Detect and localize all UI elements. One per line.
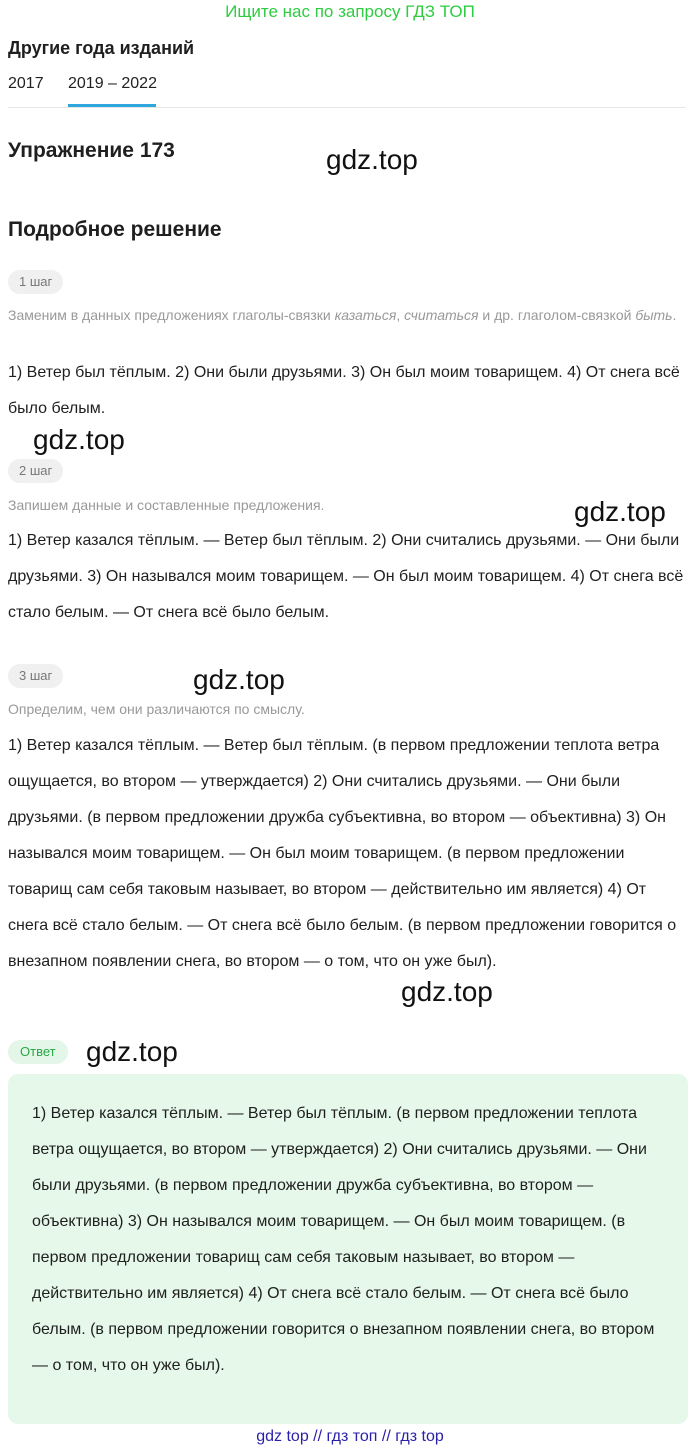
answer-text: 1) Ветер казался тёплым. — Ветер был тёплым. (в первом предложении теплота ветра ощущается, во втором — утверждается) 2) Они считались друзьями. — Они были друзьями. (в первом предложении дружба субъективна, во втором — объективна) 3) Он назывался моим товарищем. — Он был моим товарищем. (в первом предложении товарищ сам себя таковым называет, во втором — действительно им является) 4) От снега всё стало белым. — От снега всё было белым. (в первом предложении говорится о внезапном появлении снега, во втором — о том, что он уже был). xyxy=(32,1105,655,1374)
search-banner: Ищите нас по запросу ГДЗ ТОП xyxy=(225,2,475,21)
footer-link[interactable]: гдз top xyxy=(395,1428,444,1445)
editions-title: Другие года изданий xyxy=(8,38,195,58)
tab-2017[interactable]: 2017 xyxy=(8,75,44,92)
watermark: gdz.top xyxy=(401,976,493,1007)
footer-separator: // xyxy=(381,1428,391,1445)
step-badge: 1 шаг xyxy=(8,270,63,294)
step-badge: 2 шаг xyxy=(8,459,63,483)
step-badge: 3 шаг xyxy=(8,664,63,688)
step-text: 1) Ветер был тёплым. 2) Они были друзьями. 3) Он был моим товарищем. 4) От снега всё было белым. xyxy=(8,364,680,417)
footer-link[interactable]: gdz top xyxy=(256,1428,309,1445)
footer-links xyxy=(0,1426,700,1448)
step-text: 1) Ветер казался тёплым. — Ветер был тёплым. (в первом предложении теплота ветра ощущается, во втором — утверждается) 2) Они считались друзьями. — Они были друзьями. (в первом предложении дружба субъективна, во втором — объективна) 3) Он назывался моим товарищем. — Он был моим товарищем. (в первом предложении товарищ сам себя таковым называет, во втором — действительно им является) 4) От снега всё стало белым. — От снега всё было белым. (в первом предложении говорится о внезапном появлении снега, во втором — о том, что он уже был). xyxy=(8,737,677,970)
answer-badge: Ответ xyxy=(8,1040,68,1064)
watermark: gdz.top xyxy=(326,144,418,175)
watermark: gdz.top xyxy=(574,496,666,527)
divider xyxy=(8,107,686,108)
step-hint: Определим, чем они различаются по смыслу. xyxy=(8,701,305,717)
exercise-title: Упражнение 173 xyxy=(8,139,175,162)
step-hint: Запишем данные и составленные предложения. xyxy=(8,497,325,513)
watermark: gdz.top xyxy=(193,664,285,695)
step-hint: Заменим в данных предложениях глаголы-связки казаться, считаться и др. глаголом-связкой быть. xyxy=(8,307,677,323)
watermark: gdz.top xyxy=(33,424,125,455)
watermark: gdz.top xyxy=(86,1036,178,1067)
tab-2019-2022[interactable]: 2019 – 2022 xyxy=(68,75,157,92)
solution-title: Подробное решение xyxy=(8,218,222,241)
footer-link[interactable]: гдз топ xyxy=(326,1428,378,1445)
footer-separator: // xyxy=(313,1428,323,1445)
step-text: 1) Ветер казался тёплым. — Ветер был тёплым. 2) Они считались друзьями. — Они были друзьями. 3) Он назывался моим товарищем. — Он был моим товарищем. 4) От снега всё стало белым. — От снега всё было белым. xyxy=(8,532,684,621)
